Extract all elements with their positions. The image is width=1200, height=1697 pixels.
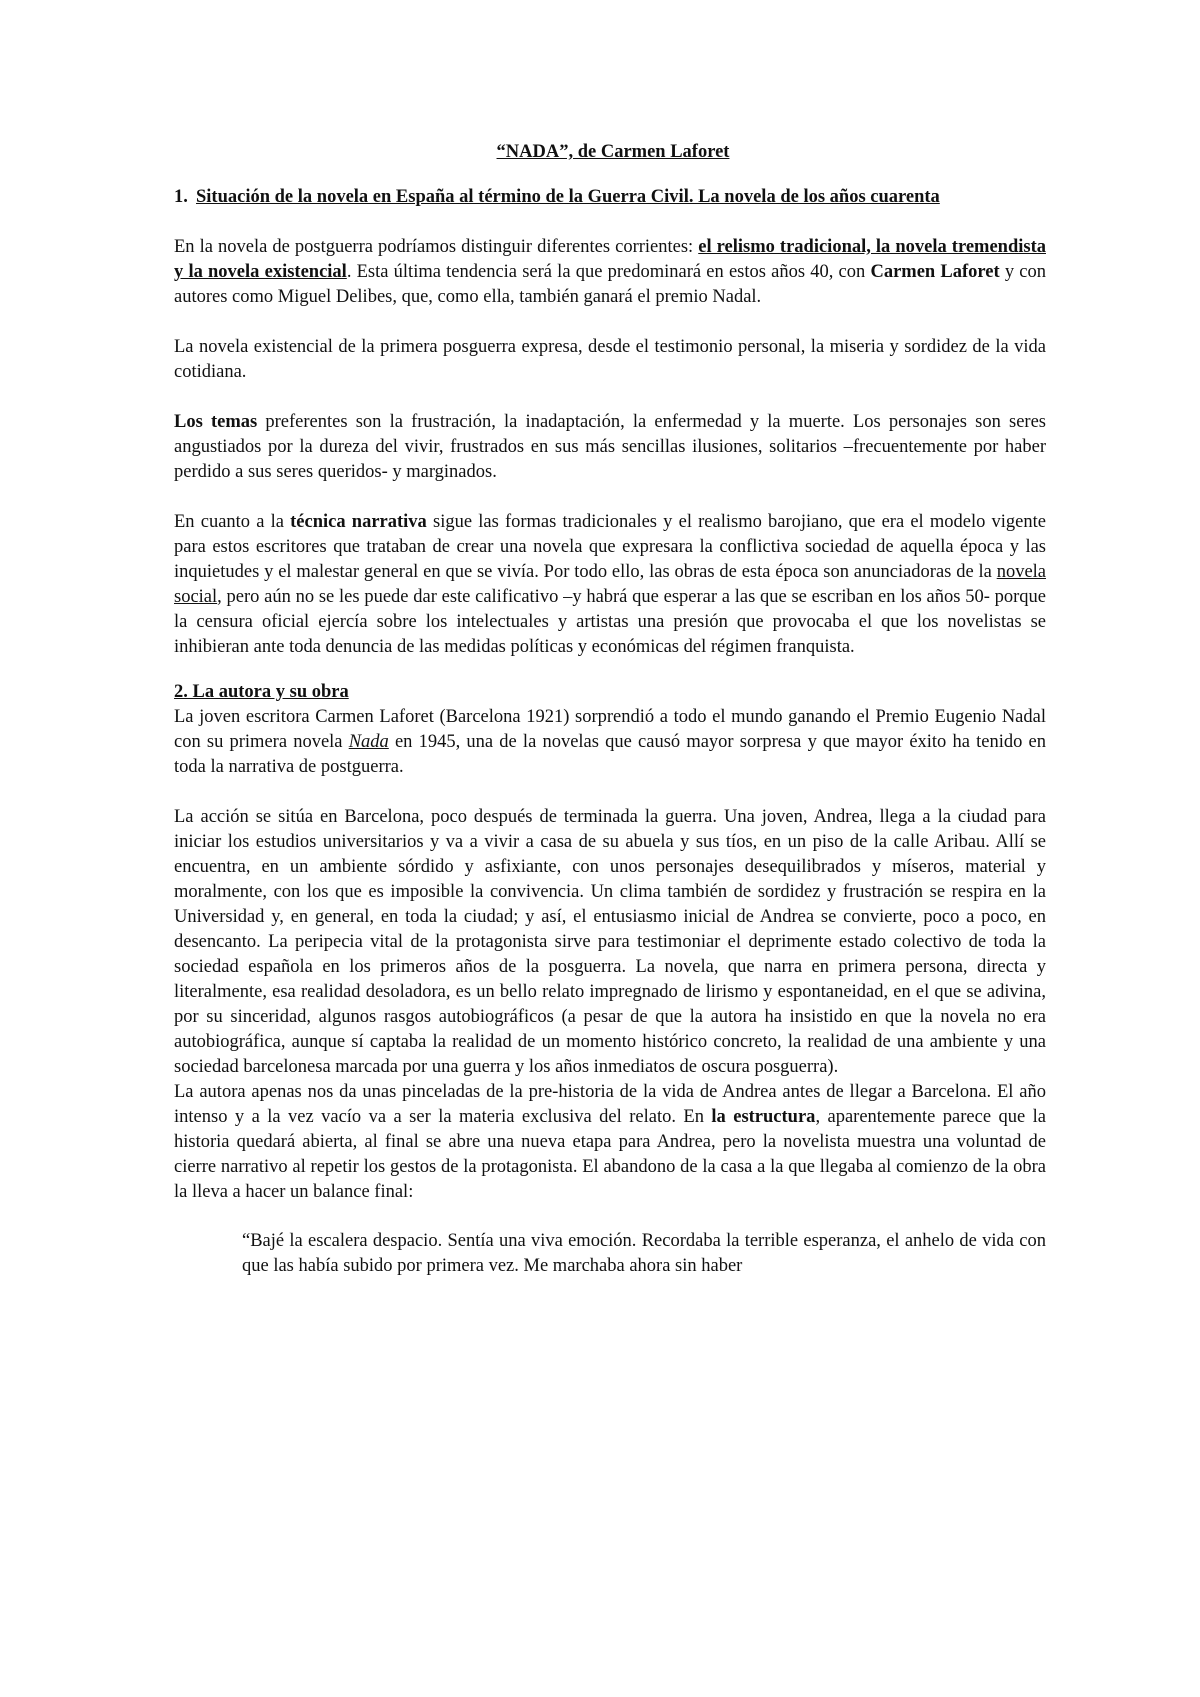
themes-label: Los temas: [174, 412, 258, 432]
section-1-title: Situación de la novela en España al término de la Guerra Civil. La novela de los años cuarenta: [196, 187, 940, 207]
paragraph-themes: Los temas preferentes son la frustración, la inadaptación, la enfermedad y la muerte. Los personajes son seres angustiados por la dureza del vivir, frustrados en sus más sencillas ilusiones, solitarios –frecuentemente por haber perdido a sus seres queridos- y marginados.: [174, 412, 1046, 482]
paragraph-author: La joven escritora Carmen Laforet (Barcelona 1921) sorprendió a todo el mundo ganando el Premio Eugenio Nadal con su primera novela Nada en 1945, una de la novelas que causó mayor sorpresa y que mayor éxito ha tenido en toda la narrativa de postguerra.: [174, 707, 1046, 777]
currents-list: el relismo tradicional, la novela tremendista y la novela existencial: [174, 237, 1046, 282]
paragraph-existential: La novela existencial de la primera posguerra expresa, desde el testimonio personal, la miseria y sordidez de la vida cotidiana.: [174, 337, 1046, 382]
paragraph-currents: En la novela de postguerra podríamos distinguir diferentes corrientes: el relismo tradicional, la novela tremendista y la novela existencial. Esta última tendencia será la que predominará en estos años 40, con Carmen Laforet y con autores como Miguel Delibes, que, como ella, también ganará el premio Nadal.: [174, 237, 1047, 307]
paragraph-plot: La acción se sitúa en Barcelona, poco después de terminada la guerra. Una joven, Andrea, llega a la ciudad para iniciar los estudios universitarios y va a vivir a casa de su abuela y sus tíos, en un piso de la calle Aribau. Allí se encuentra, en un ambiente sórdido y asfixiante, con unos personajes desequilibrados y míseros, material y moralmente, con los que es imposible la convivencia. Un clima también de sordidez y frustración se respira en la Universidad y, en general, en toda la ciudad; y así, el entusiasmo inicial de Andrea se convierte, poco a poco, en desencanto. La peripecia vital de la protagonista sirve para testimoniar el deprimente estado colectivo de toda la sociedad española en los primeros años de la posguerra. La novela, que narra en primera persona, directa y literalmente, esa realidad desoladora, es un bello relato impregnado de lirismo y espontaneidad, en el que se adivina, por su sinceridad, algunos rasgos autobiográficos (a pesar de que la autora ha insistido en que la novela no era autobiográfica, aunque sí captaba la realidad de un momento histórico concreto, la realidad de una ambiente y una sociedad barcelonesa marcada por una guerra y los años inmediatos de oscura posguerra).: [174, 807, 1046, 1077]
section-1-number: 1.: [174, 187, 188, 207]
technique-label: técnica narrativa: [290, 512, 427, 532]
author-name: Carmen Laforet: [870, 262, 1000, 282]
section-2-heading: 2. La autora y su obra: [174, 682, 349, 702]
document-body: [174, 140, 1046, 1279]
paragraph-structure: La autora apenas nos da unas pinceladas de la pre-historia de la vida de Andrea antes de llegar a Barcelona. El año intenso y a la vez vacío va a ser la materia exclusiva del relato. En la estructura, aparentemente parece que la historia quedará abierta, al final se abre una nueva etapa para Andrea, pero la novelista muestra una voluntad de cierre narrativo al repetir los gestos de la protagonista. El abandono de la casa a la que llegaba al comienzo de la obra la lleva a hacer un balance final:: [174, 1082, 1046, 1202]
novel-title: Nada: [348, 732, 389, 752]
structure-label: la estructura: [711, 1107, 816, 1127]
social-novel-term: novela social: [174, 562, 1046, 607]
section-1-heading: [174, 185, 1046, 210]
document-title: “NADA”, de Carmen Laforet: [496, 142, 730, 162]
paragraph-technique: En cuanto a la técnica narrativa sigue las formas tradicionales y el realismo barojiano, que era el modelo vigente para estos escritores que trataban de crear una novela que expresara la conflictiva sociedad de aquella época y las inquietudes y el malestar general en que se vivía. Por todo ello, las obras de esta época son anunciadoras de la novela social, pero aún no se les puede dar este calificativo –y habrá que esperar a las que se escriban en los años 50- porque la censura oficial ejercía sobre los intelectuales y artistas una presión que provocaba el que los novelistas se inhibieran ante toda denuncia de las medidas políticas y económicas del régimen franquista.: [174, 512, 1046, 657]
block-quote: “Bajé la escalera despacio. Sentía una viva emoción. Recordaba la terrible esperanza, el anhelo de vida con que las había subido por primera vez. Me marchaba ahora sin haber: [242, 1231, 1046, 1276]
